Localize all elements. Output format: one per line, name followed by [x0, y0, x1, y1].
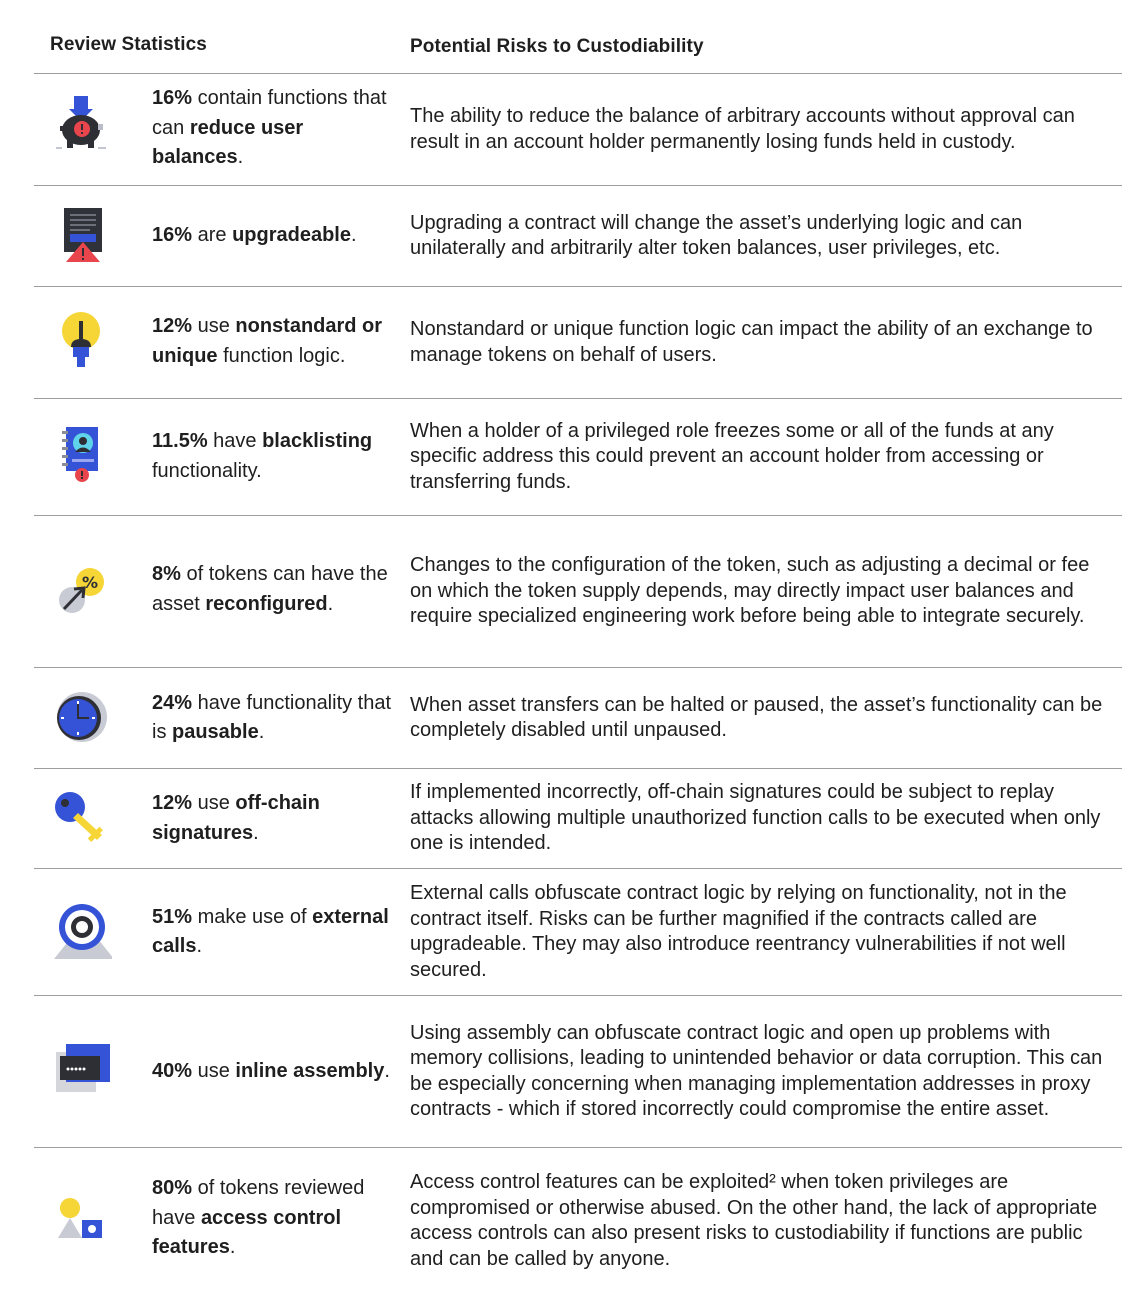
piggy-bank-alert-icon	[52, 96, 112, 156]
table-row	[34, 399, 1122, 515]
risk-nonstandard-logic	[410, 287, 1116, 398]
risk-upgradeable	[410, 186, 1116, 286]
stat-fragment: .	[258, 721, 265, 743]
stat-emphasis: 12%	[152, 792, 193, 814]
potential-risks-heading: Potential Risks to Custodiability	[410, 36, 704, 57]
stat-emphasis: 51%	[152, 905, 193, 928]
stat-emphasis: reconfigured	[205, 592, 328, 615]
code-window-icon	[52, 1042, 112, 1102]
table-row	[34, 996, 1122, 1147]
stat-fragment: make use of	[192, 905, 313, 928]
stat-emphasis: 24%	[152, 691, 193, 714]
risk-text: Nonstandard or unique function logic can impact the ability of an exchange to manage tokens on behalf of users.	[410, 318, 1093, 366]
table-row	[34, 668, 1122, 768]
stat-emphasis: 40%	[152, 1059, 193, 1082]
risk-reconfigured	[410, 516, 1116, 667]
table-row	[34, 769, 1122, 868]
table-row	[34, 516, 1122, 667]
risk-external-calls	[410, 869, 1116, 995]
risk-text: The ability to reduce the balance of arbitrary accounts without approval can result in an account holder permanently losing funds held in custody.	[410, 105, 1075, 153]
stat-text	[152, 221, 357, 251]
key-icon	[52, 789, 112, 849]
review-statistics-heading: Review Statistics	[50, 34, 207, 55]
risk-blacklisting	[410, 399, 1116, 515]
table-row	[34, 869, 1122, 995]
risk-text: If implemented incorrectly, off-chain signatures could be subject to replay attacks allowing multiple unauthorized function calls to be executed when only one is intended.	[410, 781, 1101, 855]
stat-emphasis: access control features	[152, 1206, 342, 1258]
risk-text: Changes to the configuration of the token, such as adjusting a decimal or fee on which the token supply depends, may directly impact user balances and require specialized engineering work before being able to integrate securely.	[410, 554, 1090, 628]
risk-text: Using assembly can obfuscate contract logic and open up problems with memory collisions, leading to unintended behavior or data corruption. This can be especially concerning when managing implementation addresses in proxy contracts - which if stored incorrectly could compromise the entire asset.	[410, 1021, 1103, 1120]
stat-text	[152, 315, 382, 367]
percent-reconfigure-icon	[52, 564, 112, 624]
stat-emphasis: 16%	[152, 87, 193, 109]
stat-text	[152, 903, 394, 962]
stat-emphasis: nonstandard or unique	[152, 315, 383, 367]
stat-fragment: .	[327, 592, 334, 615]
stat-fragment: use	[192, 792, 236, 814]
shapes-access-icon	[52, 1192, 112, 1252]
document-warning-icon	[52, 206, 112, 266]
stat-fragment: have	[207, 430, 263, 452]
stat-emphasis: 8%	[152, 563, 181, 585]
stat-fragment: function logic.	[217, 344, 346, 367]
stat-external-calls	[152, 869, 394, 995]
lightbulb-icon	[52, 311, 112, 371]
stat-fragment: .	[350, 224, 357, 247]
stat-emphasis: upgradeable	[232, 224, 351, 247]
stat-upgradeable	[152, 186, 394, 286]
risk-text: Upgrading a contract will change the asset’s underlying logic and can unilaterally and arbitrarily alter token balances, user privileges, etc.	[410, 211, 1023, 259]
risk-inline-assembly	[410, 996, 1116, 1147]
stat-pausable	[152, 668, 394, 768]
stat-fragment: have functionality that is	[152, 691, 392, 743]
target-icon	[52, 903, 112, 963]
svg-text:%: %	[81, 573, 99, 592]
stat-blacklisting	[152, 427, 394, 486]
stat-fragment: .	[237, 146, 244, 168]
risk-text: When a holder of a privileged role freezes some or all of the funds at any specific address this could prevent an account holder from accessing or transferring funds.	[410, 419, 1054, 493]
stat-fragment: .	[229, 1236, 236, 1258]
stat-off-chain-signatures	[152, 769, 394, 868]
stat-fragment: of tokens reviewed have	[152, 1177, 365, 1229]
stat-text	[152, 1177, 364, 1258]
stat-fragment: contain functions that can	[152, 87, 387, 139]
stat-emphasis: inline assembly	[235, 1059, 385, 1082]
stat-emphasis: 16%	[152, 224, 193, 247]
stat-fragment: .	[196, 935, 203, 957]
risk-text: Access control features can be exploited² when token privileges are compromised or otherwise abused. On the other hand, the lack of appropriate access controls can also present risks to custodiability if functions are public and can be called by anyone.	[410, 1171, 1098, 1270]
stat-reconfigured	[152, 560, 394, 619]
stat-fragment: of tokens can have the asset	[152, 563, 388, 615]
stat-text	[152, 430, 372, 482]
stat-fragment: use	[192, 315, 236, 337]
table-row	[34, 287, 1122, 398]
risk-access-control	[410, 1170, 1116, 1272]
stat-emphasis: 80%	[152, 1177, 193, 1199]
stat-fragment: are	[192, 224, 233, 247]
stat-text	[152, 563, 388, 615]
address-book-alert-icon	[52, 425, 112, 485]
stat-fragment: .	[384, 1059, 390, 1082]
stat-emphasis: reduce user balances	[152, 116, 304, 168]
table-row	[34, 74, 1122, 185]
stat-access-control	[152, 1174, 394, 1263]
risk-off-chain-signatures	[410, 769, 1116, 868]
stat-emphasis: external calls	[152, 905, 389, 957]
stat-emphasis: off-chain signatures	[152, 792, 320, 844]
clock-pause-icon	[52, 688, 112, 748]
risk-text: When asset transfers can be halted or paused, the asset’s functionality can be completely disabled until unpaused.	[410, 693, 1103, 741]
table-header	[0, 0, 1138, 74]
stat-text	[152, 689, 394, 748]
stat-emphasis: 11.5%	[152, 430, 208, 452]
stat-emphasis: 12%	[152, 315, 193, 337]
stat-nonstandard-logic	[152, 312, 394, 371]
table-row	[34, 186, 1122, 286]
risk-text: External calls obfuscate contract logic by relying on functionality, not in the contract itself. Risks can be further magnified if the contracts called are upgradeable. They may also introduce reentrancy vulnerabilities if not well secured.	[410, 882, 1067, 981]
stat-emphasis: pausable	[172, 721, 259, 743]
stat-fragment: .	[253, 821, 259, 844]
stat-fragment: functionality.	[152, 459, 262, 482]
stat-emphasis: blacklisting	[262, 430, 373, 452]
stat-text	[152, 789, 394, 848]
stat-fragment: use	[192, 1059, 236, 1082]
stat-reduce-user-balances	[152, 84, 394, 173]
risk-pausable	[410, 668, 1116, 768]
risk-reduce-user-balances	[410, 74, 1116, 185]
stat-inline-assembly	[152, 996, 394, 1147]
stat-text	[152, 87, 387, 168]
table-row	[34, 1148, 1122, 1280]
stat-text	[152, 1057, 390, 1087]
